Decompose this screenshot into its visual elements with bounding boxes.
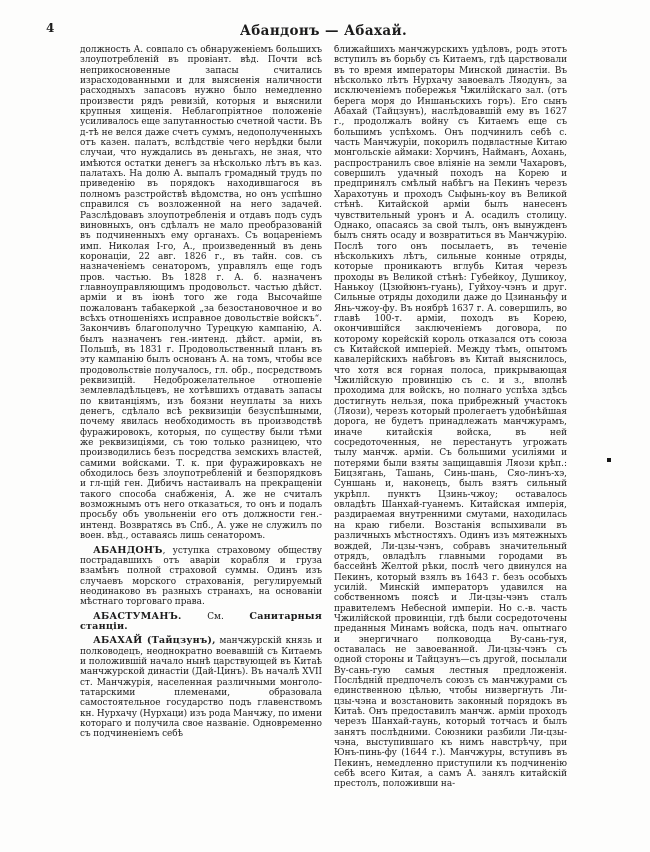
entry-paragraph [80,612,322,633]
entry-body-text: См. [181,611,250,622]
entry-body-text: должность А. совпало съ обнаруженіемъ большихъ злоупотребленій въ провіант. вѣд. Почти всѣ неприкосновенные запасы считались израсходованными и для выясненія наличности расходныхъ запасовъ нужно было немедленно произвести рядъ ревизій, которыя и выяснили крупныя хищенія. Неблагопріятное положеніе усиливалось еще запутанностью счетной части. Въ д-тѣ не велся даже счетъ суммъ, недополученныхъ отъ казен. палатъ, вслѣдствіе чего нерѣдки были случаи, что нуждались въ деньгахъ, не зная, что имѣются остатки денегъ за нѣсколько лѣтъ въ каз. палатахъ. На долю А. выпалъ громадный трудъ по приведенію въ порядокъ находившагося въ полномъ разстройствѣ вѣдомства, но онъ успѣшно справился съ возложенной на него задачей. Разслѣдовавъ злоупотребленія и отдавъ подъ судъ виновныхъ, онъ сдѣлалъ не мало преобразованій въ подчиненныхъ ему органахъ. Съ воцареніемъ имп. Николая I-го, А., произведенный въ день коронаціи, 22 авг. 1826 г., въ тайн. сов. съ назначеніемъ сенаторомъ, управлялъ еще годъ пров. частью. Въ 1828 г. А. б. назначенъ главноуправляющимъ продовольст. частью дѣйст. арміи и въ іюнѣ того же года Высочайше пожалованъ табакеркой „за безостановочное и во всѣхъ отношеніяхъ исправное довольствіе войскъ“. Закончивъ благополучно Турецкую кампанію, А. былъ назначенъ ген.-интенд. дѣйст. арміи, въ Польшѣ, въ 1831 г. Продовольственный планъ въ эту кампанію былъ основанъ А. на томъ, чтобы все продовольствіе получалось, гл. обр., посредствомъ реквизицій. Недоброжелательное отношеніе землевладѣльцевъ, не хотѣвшихъ отдавать запасы по квитанціямъ, изъ боязни неуплаты за нихъ денегъ, сдѣлало всѣ реквизиціи безуспѣшными, почему явилась необходимость въ производствѣ фуражировокъ, которыя, по существу были тѣми же реквизиціями, съ тою только разницею, что производились безъ посредства земскихъ властей, самими войсками. Т. к. при фуражировкахъ не обходилось безъ злоупотребленій и безпорядковъ и гл-щій ген. Дибичъ настаивалъ на прекращеніи такого способа снабженія, А. же не считалъ возможнымъ отъ него отказаться, то онъ и подалъ просьбу объ увольненіи его отъ должности ген.-интенд. Возвратясь въ Спб., А. уже не служилъ по воен. вѣд., оставаясь лишь сенаторомъ. [80,45,322,542]
running-header-title: Абандонъ — Абахай. [239,23,408,39]
continuation-paragraph [334,45,567,790]
entry-headword: Санитарныя станціи. [80,610,322,632]
page-header [80,20,567,40]
right-column [334,45,567,791]
text-block [80,45,567,791]
page-number: 4 [46,21,55,35]
entry-body-text: манчжурскій князь и полководецъ, неоднократно воевавшій съ Китаемъ и положившій начало нынѣ царствующей въ Китаѣ манчжурской династіи (Дай-Цинъ). Въ началѣ XVII ст. Манчжурія, населенная различными монголо-татарскими племенами, образовала самостоятельное государство подъ главенствомъ кн. Нурхачу (Нурхаци) изъ рода Манчжу, по имени котораго и получила свое названіе. Одновременно съ подчиненіемъ себѣ [80,636,322,740]
left-column [80,45,322,791]
entry-body-text: ближайшихъ манчжурскихъ удѣловъ, родъ этотъ вступилъ въ борьбу съ Китаемъ, гдѣ царствовали въ то время императоры Минской династіи. Въ нѣсколько лѣтъ Нурхачу завоевалъ Ляодунъ, за исключеніемъ побережья Чжилійскаго зал. (отъ берега моря до Иншаньскихъ горъ). Его сынъ Абахай (Тайцзунъ), наслѣдовавшій ему въ 1627 г., продолжалъ войну съ Китаемъ еще съ большимъ успѣхомъ. Онъ подчинилъ себѣ с. часть Манчжуріи, покорилъ подвластные Китаю монгольскіе аймаки: Хорчинъ, Найманъ, Аохань, распространилъ свое вліяніе на земли Чахаровъ, совершилъ удачный походъ на Корею и предпринялъ смѣлый набѣгъ на Пекинъ черезъ Харахотунь и проходъ Сыфынь-коу въ Великой стѣнѣ. Китайской арміи былъ нанесенъ чувствительный уронъ и А. осадилъ столицу. Однако, опасаясь за свой тылъ, онъ вынужденъ былъ снять осаду и возвратиться въ Манчжурію. Послѣ того онъ посылаетъ, въ теченіе нѣсколькихъ лѣтъ, сильные конные отряды, которые проникаютъ вглубь Китая черезъ проходы въ Великой стѣнѣ: Губейкоу, Душикоу, Нанькоу (Цзюйюнъ-гуань), Гуйхоу-чэнъ и друг. Сильные отряды доходили даже до Цзинаньфу и Янь-чжоу-фу. Въ ноябрѣ 1637 г. А. совершилъ, во главѣ 100-т. арміи, походъ въ Корею, окончившійся заключеніемъ договора, по которому корейскій король отказался отъ союза съ Китайской имперіей. Между тѣмъ, опытомъ кавалерійскихъ набѣговъ въ Китай выяснилось, что хотя вся горная полоса, прикрывающая Чжилійскую провинцію съ с. и з., вполнѣ проходима для войскъ, но полнаго успѣха здѣсь достигнуть нельзя, пока прибрежный участокъ (Ляози), черезъ который пролегаетъ удобнѣйшая дорога, не будетъ принадлежать манчжурамъ, иначе китайскія войска, въ ней сосредоточенныя, не перестанутъ угрожать тылу манчж. арміи. Съ большими усиліями и потерями были взяты защищавшія Ляози крѣп.: Бицзягань, Ташань, Синь-шань, Сяо-линъ-хэ, Суншань и, наконецъ, былъ взятъ сильный укрѣпл. пунктъ Цзинь-чжоу; оставалось овладѣть Шанхай-гуанемъ. Китайская имперія, раздираемая внутренними смутами, находилась на краю гибели. Возстанія вспыхивали въ различныхъ мѣстностяхъ. Одинъ изъ мятежныхъ вождей, Ли-цзы-чэнъ, собравъ значительный отрядъ, овладѣлъ главными городами въ бассейнѣ Желтой рѣки, послѣ чего двинулся на Пекинъ, который взялъ въ 1643 г. безъ особыхъ усилій. Минскій императоръ удавился на собственномъ поясѣ и Ли-цзы-чэнъ сталъ правителемъ Небесной имперіи. Но с.-в. часть Чжилійской провинціи, гдѣ были сосредоточены преданныя Минамъ войска, подъ нач. опытнаго и энергичнаго полководца Ву-сань-гуя, оставалась не завоеванной. Ли-цзы-чэнъ съ одной стороны и Тайцзунъ—съ другой, посылали Ву-сань-гую самыя лестныя предложенія. Послѣдній предпочелъ союзъ съ манчжурами съ единственною цѣлью, чтобы низвергнуть Ли-цзы-чэна и возстановить законный порядокъ въ Китаѣ. Онъ предоставилъ манчж. арміи проходъ черезъ Шанхай-гаунь, который тотчасъ и былъ занятъ послѣдними. Союзники разбили Ли-цзы-чэна, выступившаго къ нимъ навстрѣчу, при Юнъ-пинь-фу (1644 г.). Манчжуры, вступивъ въ Пекинъ, немедленно приступили къ подчиненію себѣ всего Китая, а самъ А. занялъ китайскій престолъ, положивши на- [334,45,567,790]
entry-headword: АБАХАЙ (Тайцзунъ), [93,635,216,647]
entry-paragraph [80,546,322,608]
continuation-paragraph [80,45,322,542]
scan-artifact-dot [607,458,611,462]
entry-headword: АБАСТУМАНЪ. [93,610,182,622]
entry-paragraph [80,636,322,739]
entry-headword: АБАНДОНЪ [93,544,163,556]
entry-body-text: , уступка страховому обществу пострадавшихъ отъ аваріи корабля и груза взамѣнъ полной страховой суммы. Одинъ изъ случаевъ морского страхованія, регулируемый неодинаково въ разныхъ странахъ, на основаніи мѣстнаго торговаго права. [80,545,322,608]
